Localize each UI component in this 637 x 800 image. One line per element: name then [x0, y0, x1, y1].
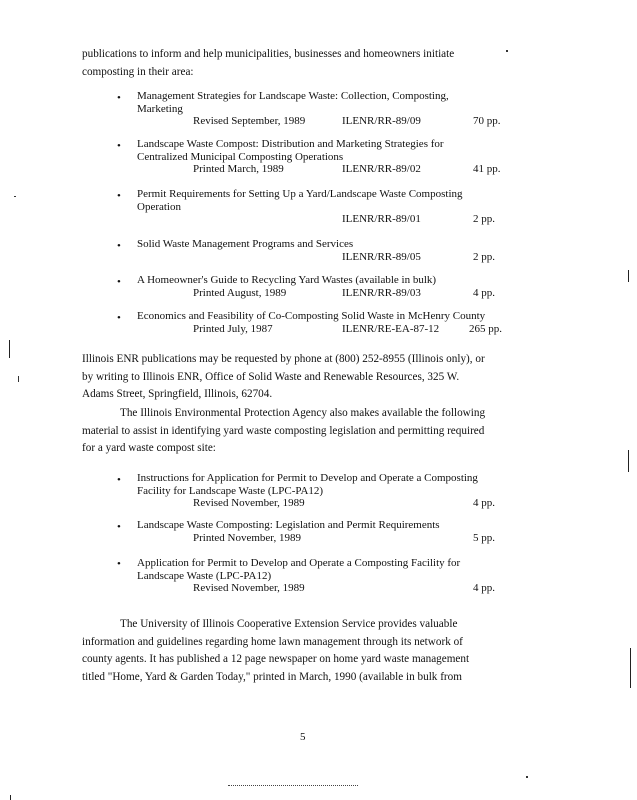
- publication-title: Permit Requirements for Setting Up a Yard/Landscape Waste Composting: [137, 188, 463, 200]
- publication-meta: [137, 532, 557, 545]
- publication-title: Economics and Feasibility of Co-Composting Solid Waste in McHenry County: [137, 310, 486, 322]
- publication-meta: [137, 213, 557, 226]
- publication-pages: 2 pp.: [473, 213, 495, 225]
- scan-artifact-speck: [14, 196, 16, 197]
- publication-date: Printed July, 1987: [193, 322, 273, 335]
- publication-meta: [137, 582, 557, 595]
- scan-artifact-mark: [628, 450, 629, 472]
- publication-code: ILENR/RR-89/01: [342, 213, 421, 225]
- publication-code: ILENR/RR-89/02: [342, 163, 421, 175]
- publication-title: Centralized Municipal Composting Operations: [137, 150, 344, 163]
- publication-title: Operation: [137, 200, 181, 213]
- text-line-content: The University of Illinois Cooperative Extension Service provides valuable: [120, 618, 458, 630]
- text-line: [82, 405, 522, 423]
- publication-item: [137, 188, 557, 226]
- text-line: material to assist in identifying yard waste composting legislation and permitting required: [82, 424, 485, 437]
- publication-title: Instructions for Application for Permit to Develop and Operate a Composting: [137, 472, 478, 484]
- publication-item: [137, 90, 557, 128]
- text-line: titled "Home, Yard & Garden Today," printed in March, 1990 (available in bulk from: [82, 670, 462, 683]
- publication-pages: 4 pp.: [473, 286, 495, 299]
- publication-meta: [137, 287, 557, 300]
- publication-code: ILENR/RR-89/09: [342, 115, 421, 127]
- publication-item: [137, 472, 557, 510]
- epa-paragraph: [82, 405, 522, 458]
- publication-item: [137, 519, 557, 545]
- publication-item: [137, 238, 557, 264]
- publication-title: A Homeowner's Guide to Recycling Yard Wastes (available in bulk): [137, 274, 437, 286]
- publication-pages: 70 pp.: [473, 115, 501, 127]
- publication-title: Management Strategies for Landscape Waste: Collection, Composting,: [137, 90, 449, 102]
- request-paragraph: [82, 351, 522, 404]
- publication-pages: 41 pp.: [473, 163, 501, 175]
- page-number: 5: [300, 731, 306, 743]
- publication-code: ILENR/RR-89/03: [342, 286, 421, 299]
- publication-item: [137, 557, 557, 595]
- bullet-icon: •: [117, 276, 121, 288]
- text-line: information and guidelines regarding home lawn management through its network of: [82, 635, 463, 648]
- publication-item: [137, 274, 557, 300]
- bullet-icon: •: [117, 140, 121, 152]
- publication-date: Revised November, 1989: [193, 497, 305, 509]
- publication-item: [137, 138, 557, 176]
- publication-pages: 2 pp.: [473, 250, 495, 263]
- scan-artifact-mark: [630, 648, 631, 688]
- text-line: [82, 616, 532, 634]
- publication-pages: 4 pp.: [473, 497, 495, 509]
- publication-meta: [137, 497, 557, 510]
- bullet-icon: •: [117, 240, 121, 252]
- publication-title: Landscape Waste (LPC-PA12): [137, 569, 272, 582]
- publication-meta: [137, 251, 557, 264]
- publication-title: Marketing: [137, 102, 183, 115]
- text-line: Illinois ENR publications may be requested by phone at (800) 252-8955 (Illinois only), or: [82, 353, 485, 365]
- publication-meta: [137, 115, 557, 128]
- publication-title: Landscape Waste Composting: Legislation and Permit Requirements: [137, 519, 440, 531]
- text-line: for a yard waste compost site:: [82, 442, 216, 454]
- bullet-icon: •: [117, 190, 121, 202]
- text-line: county agents. It has published a 12 page newspaper on home yard waste management: [82, 653, 470, 665]
- intro-paragraph: [82, 46, 522, 81]
- publication-meta: [137, 323, 557, 336]
- scan-artifact-mark: [628, 270, 629, 282]
- publication-date: Printed August, 1989: [193, 286, 287, 299]
- scan-artifact-mark: [10, 795, 11, 800]
- text-line: by writing to Illinois ENR, Office of Solid Waste and Renewable Resources, 325 W.: [82, 370, 460, 383]
- text-line: publications to inform and help municipalities, businesses and homeowners initiate: [82, 48, 455, 60]
- publication-pages: 265 pp.: [469, 322, 502, 335]
- publication-title: Landscape Waste Compost: Distribution and Marketing Strategies for: [137, 138, 444, 150]
- extension-paragraph: [82, 616, 532, 686]
- publication-title: Application for Permit to Develop and Operate a Composting Facility for: [137, 557, 461, 569]
- bullet-icon: •: [117, 92, 121, 104]
- publication-date: Revised November, 1989: [193, 582, 305, 594]
- bullet-icon: •: [117, 474, 121, 486]
- publication-item: [137, 310, 557, 336]
- publication-date: Revised September, 1989: [193, 115, 306, 127]
- publication-code: ILENR/RR-89/05: [342, 250, 421, 263]
- publication-title: Solid Waste Management Programs and Services: [137, 238, 354, 250]
- publication-date: Printed March, 1989: [193, 163, 284, 175]
- publication-pages: 4 pp.: [473, 582, 495, 594]
- scan-artifact-speck: [506, 50, 508, 52]
- publication-pages: 5 pp.: [473, 531, 495, 544]
- text-line: composting in their area:: [82, 65, 194, 78]
- scan-artifact-mark: [9, 340, 10, 358]
- text-line: Adams Street, Springfield, Illinois, 62704.: [82, 388, 273, 400]
- scan-artifact-speck: [18, 376, 19, 382]
- bullet-icon: •: [117, 558, 121, 570]
- scan-artifact-rule: [228, 785, 358, 786]
- scan-artifact-speck: [526, 776, 528, 778]
- text-line-content: The Illinois Environmental Protection Agency also makes available the following: [120, 407, 486, 419]
- bullet-icon: •: [117, 312, 121, 324]
- publication-meta: [137, 163, 557, 176]
- bullet-icon: •: [117, 521, 121, 533]
- publication-date: Printed November, 1989: [193, 531, 302, 544]
- publication-code: ILENR/RE-EA-87-12: [342, 322, 440, 335]
- publication-title: Facility for Landscape Waste (LPC-PA12): [137, 484, 324, 497]
